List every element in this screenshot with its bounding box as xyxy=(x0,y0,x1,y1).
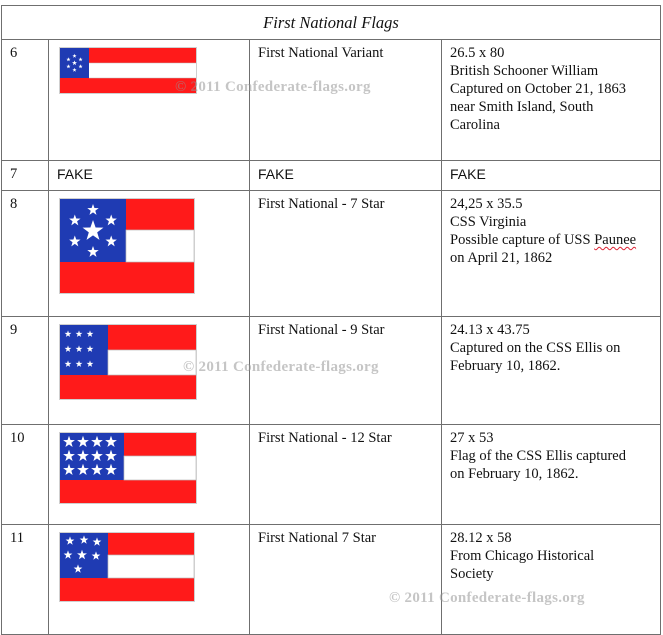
fake-label: FAKE xyxy=(250,161,442,191)
flag-first-national-12-star xyxy=(59,432,197,504)
desc-line: From Chicago Historical xyxy=(450,548,595,564)
flag-description xyxy=(442,191,661,317)
table-row xyxy=(2,161,661,191)
flag-image-cell xyxy=(49,425,250,525)
flag-image-cell xyxy=(49,40,250,161)
table-row xyxy=(2,40,661,161)
row-number: 10 xyxy=(2,425,49,525)
flag-description xyxy=(442,425,661,525)
flag-description xyxy=(442,40,661,161)
desc-line: 24.13 x 43.75 xyxy=(450,322,530,338)
desc-line: on February 10, 1862. xyxy=(450,466,579,482)
watermark-text: © 2011 Confederate-flags.org xyxy=(175,79,371,95)
row-number: 7 xyxy=(2,161,49,191)
desc-line: near Smith Island, South xyxy=(450,99,594,115)
desc-line: CSS Virginia xyxy=(450,214,527,230)
flag-first-national-7-star-b xyxy=(59,532,195,602)
flag-description xyxy=(442,317,661,425)
flag-image-cell xyxy=(49,191,250,317)
watermark-text: © 2011 Confederate-flags.org xyxy=(389,590,585,606)
flag-first-national-7-star-a xyxy=(59,198,195,294)
desc-line: Captured on the CSS Ellis on xyxy=(450,340,621,356)
flag-name: First National - 9 Star xyxy=(250,317,442,425)
flag-description xyxy=(442,525,661,635)
desc-line: 28.12 x 58 xyxy=(450,530,512,546)
desc-line: 24,25 x 35.5 xyxy=(450,196,523,212)
desc-line: Possible capture of USS Paunee xyxy=(450,232,637,248)
row-number: 9 xyxy=(2,317,49,425)
fake-label: FAKE xyxy=(442,161,661,191)
desc-line: on April 21, 1862 xyxy=(450,250,553,266)
desc-line: Flag of the CSS Ellis captured xyxy=(450,448,626,464)
desc-line: 27 x 53 xyxy=(450,430,494,446)
flag-name: First National 7 Star xyxy=(250,525,442,635)
header-row xyxy=(2,6,661,40)
desc-line: Carolina xyxy=(450,117,500,133)
desc-line: February 10, 1862. xyxy=(450,358,561,374)
flag-name: First National - 12 Star xyxy=(250,425,442,525)
table-row xyxy=(2,191,661,317)
table-title: First National Flags xyxy=(2,6,661,40)
spellcheck-underline: Paunee xyxy=(594,232,637,248)
desc-line: British Schooner William xyxy=(450,63,599,79)
flag-name: First National Variant xyxy=(250,40,442,161)
desc-line: Society xyxy=(450,566,494,582)
desc-line: Captured on October 21, 1863 xyxy=(450,81,626,97)
row-number: 8 xyxy=(2,191,49,317)
flag-name: First National - 7 Star xyxy=(250,191,442,317)
flag-first-national-9-star xyxy=(59,324,197,400)
watermark-text: © 2011 Confederate-flags.org xyxy=(183,359,379,375)
flag-image-cell xyxy=(49,525,250,635)
row-number: 11 xyxy=(2,525,49,635)
desc-line: 26.5 x 80 xyxy=(450,45,505,61)
table-row xyxy=(2,425,661,525)
fake-label: FAKE xyxy=(49,161,250,191)
flags-table xyxy=(1,5,661,635)
row-number: 6 xyxy=(2,40,49,161)
table-row xyxy=(2,525,661,635)
